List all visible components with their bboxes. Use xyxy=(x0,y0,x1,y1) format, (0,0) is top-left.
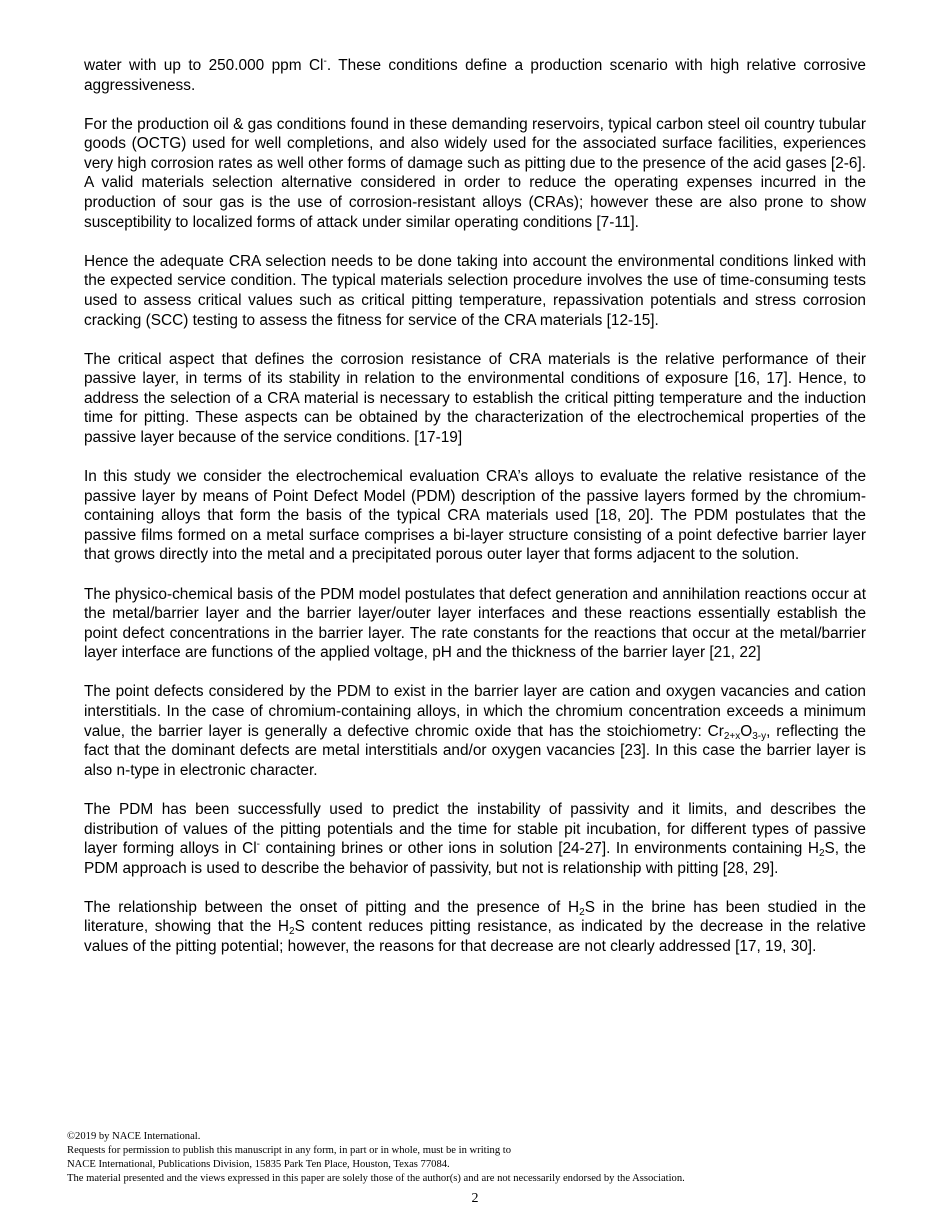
page-footer xyxy=(67,1130,887,1186)
paragraph-4: The critical aspect that defines the corrosion resistance of CRA materials is the relative performance of their passive layer, in terms of its stability in relation to the environmental conditions of exposure [16, 17]. Hence, to address the selection of a CRA material is necessary to establish the critical pitting temperature and the induction time for pitting. These aspects can be obtained by the characterization of the electrochemical properties of the passive layer because of the service conditions. [17-19] xyxy=(84,350,866,446)
paragraph-9: The relationship between the onset of pitting and the presence of $H_2S$ in the brine has been studied in the literature, showing that the $H_2S$ content reduces pitting resistance, as indicated by the decrease in the relative values of the pitting potential; however, the reasons for that decrease are not clearly addressed [17, 19, 30]. xyxy=(84,898,866,955)
page-number: 2 xyxy=(471,1191,479,1206)
paragraph-2: For the production oil & gas conditions found in these demanding reservoirs, typical carbon steel oil country tubular goods (OCTG) used for well completions, and also widely used for the associated surface facilities, experiences very high corrosion rates as well other forms of damage such as pitting due to the presence of the acid gases [2-6]. A valid materials selection alternative considered in order to reduce the operating expenses incurred in the production of sour gas is the use of corrosion-resistant alloys (CRAs); however these are also prone to show susceptibility to localized forms of attack under similar operating conditions [7-11]. xyxy=(84,115,866,231)
paragraph-7: The point defects considered by the PDM to exist in the barrier layer are cation and oxygen vacancies and cation interstitials. In the case of chromium-containing alloys, in which the chromium concentration exceeds a minimum value, the barrier layer is generally a defective chromic oxide that has the stoichiometry: $Cr_{2+x}O_{3-y}$, reflecting the fact that the dominant defects are metal interstitials and/or oxygen vacancies [23]. In this case the barrier layer is also n-type in electronic character. xyxy=(84,683,866,779)
body-text xyxy=(84,56,866,976)
disclaimer: The material presented and the views expressed in this paper are solely those of the author(s) and are not necessarily endorsed by the Association. xyxy=(67,1173,685,1184)
paragraph-3: Hence the adequate CRA selection needs to be done taking into account the environmental conditions linked with the expected service condition. The typical materials selection procedure involves the use of time-consuming tests used to assess critical values such as critical pitting temperature, repassivation potentials and stress corrosion cracking (SCC) testing to assess the fitness for service of the CRA materials [12-15]. xyxy=(84,252,866,329)
paragraph-1: water with up to 250.000 ppm Cl-. These conditions define a production scenario with high relative corrosive aggressiveness. xyxy=(84,56,866,94)
paragraph-5: In this study we consider the electrochemical evaluation CRA’s alloys to evaluate the relative resistance of the passive layer by means of Point Defect Model (PDM) description of the passive layers formed by the chromium-containing alloys that form the basis of the typical CRA materials used [18, 20]. The PDM postulates that the passive films formed on a metal surface comprises a bi-layer structure consisting of a point defective barrier layer that grows directly into the metal and a precipitated porous outer layer that forms adjacent to the solution. xyxy=(84,468,866,564)
publisher-address: NACE International, Publications Division, 15835 Park Ten Place, Houston, Texas 77084. xyxy=(67,1159,450,1170)
copyright-notice: ©2019 by NACE International. xyxy=(67,1131,201,1142)
paragraph-8: The PDM has been successfully used to predict the instability of passivity and it limits, and describes the distribution of values of the pitting potentials and the time for stable pit incubation, for different types of passive layer forming alloys in Cl- containing brines or other ions in solution [24-27]. In environments containing $H_2S$, the PDM approach is used to describe the behavior of passivity, but not is relationship with pitting [28, 29]. xyxy=(84,800,866,877)
permission-notice: Requests for permission to publish this manuscript in any form, in part or in whole, must be in writing to xyxy=(67,1145,512,1156)
paragraph-6: The physico-chemical basis of the PDM model postulates that defect generation and annihilation reactions occur at the metal/barrier layer and the barrier layer/outer layer interfaces and these reactions essentially establish the point defect concentrations in the barrier layer. The rate constants for the reactions that occur at the metal/barrier layer interface are functions of the applied voltage, pH and the thickness of the barrier layer [21, 22] xyxy=(84,585,866,662)
